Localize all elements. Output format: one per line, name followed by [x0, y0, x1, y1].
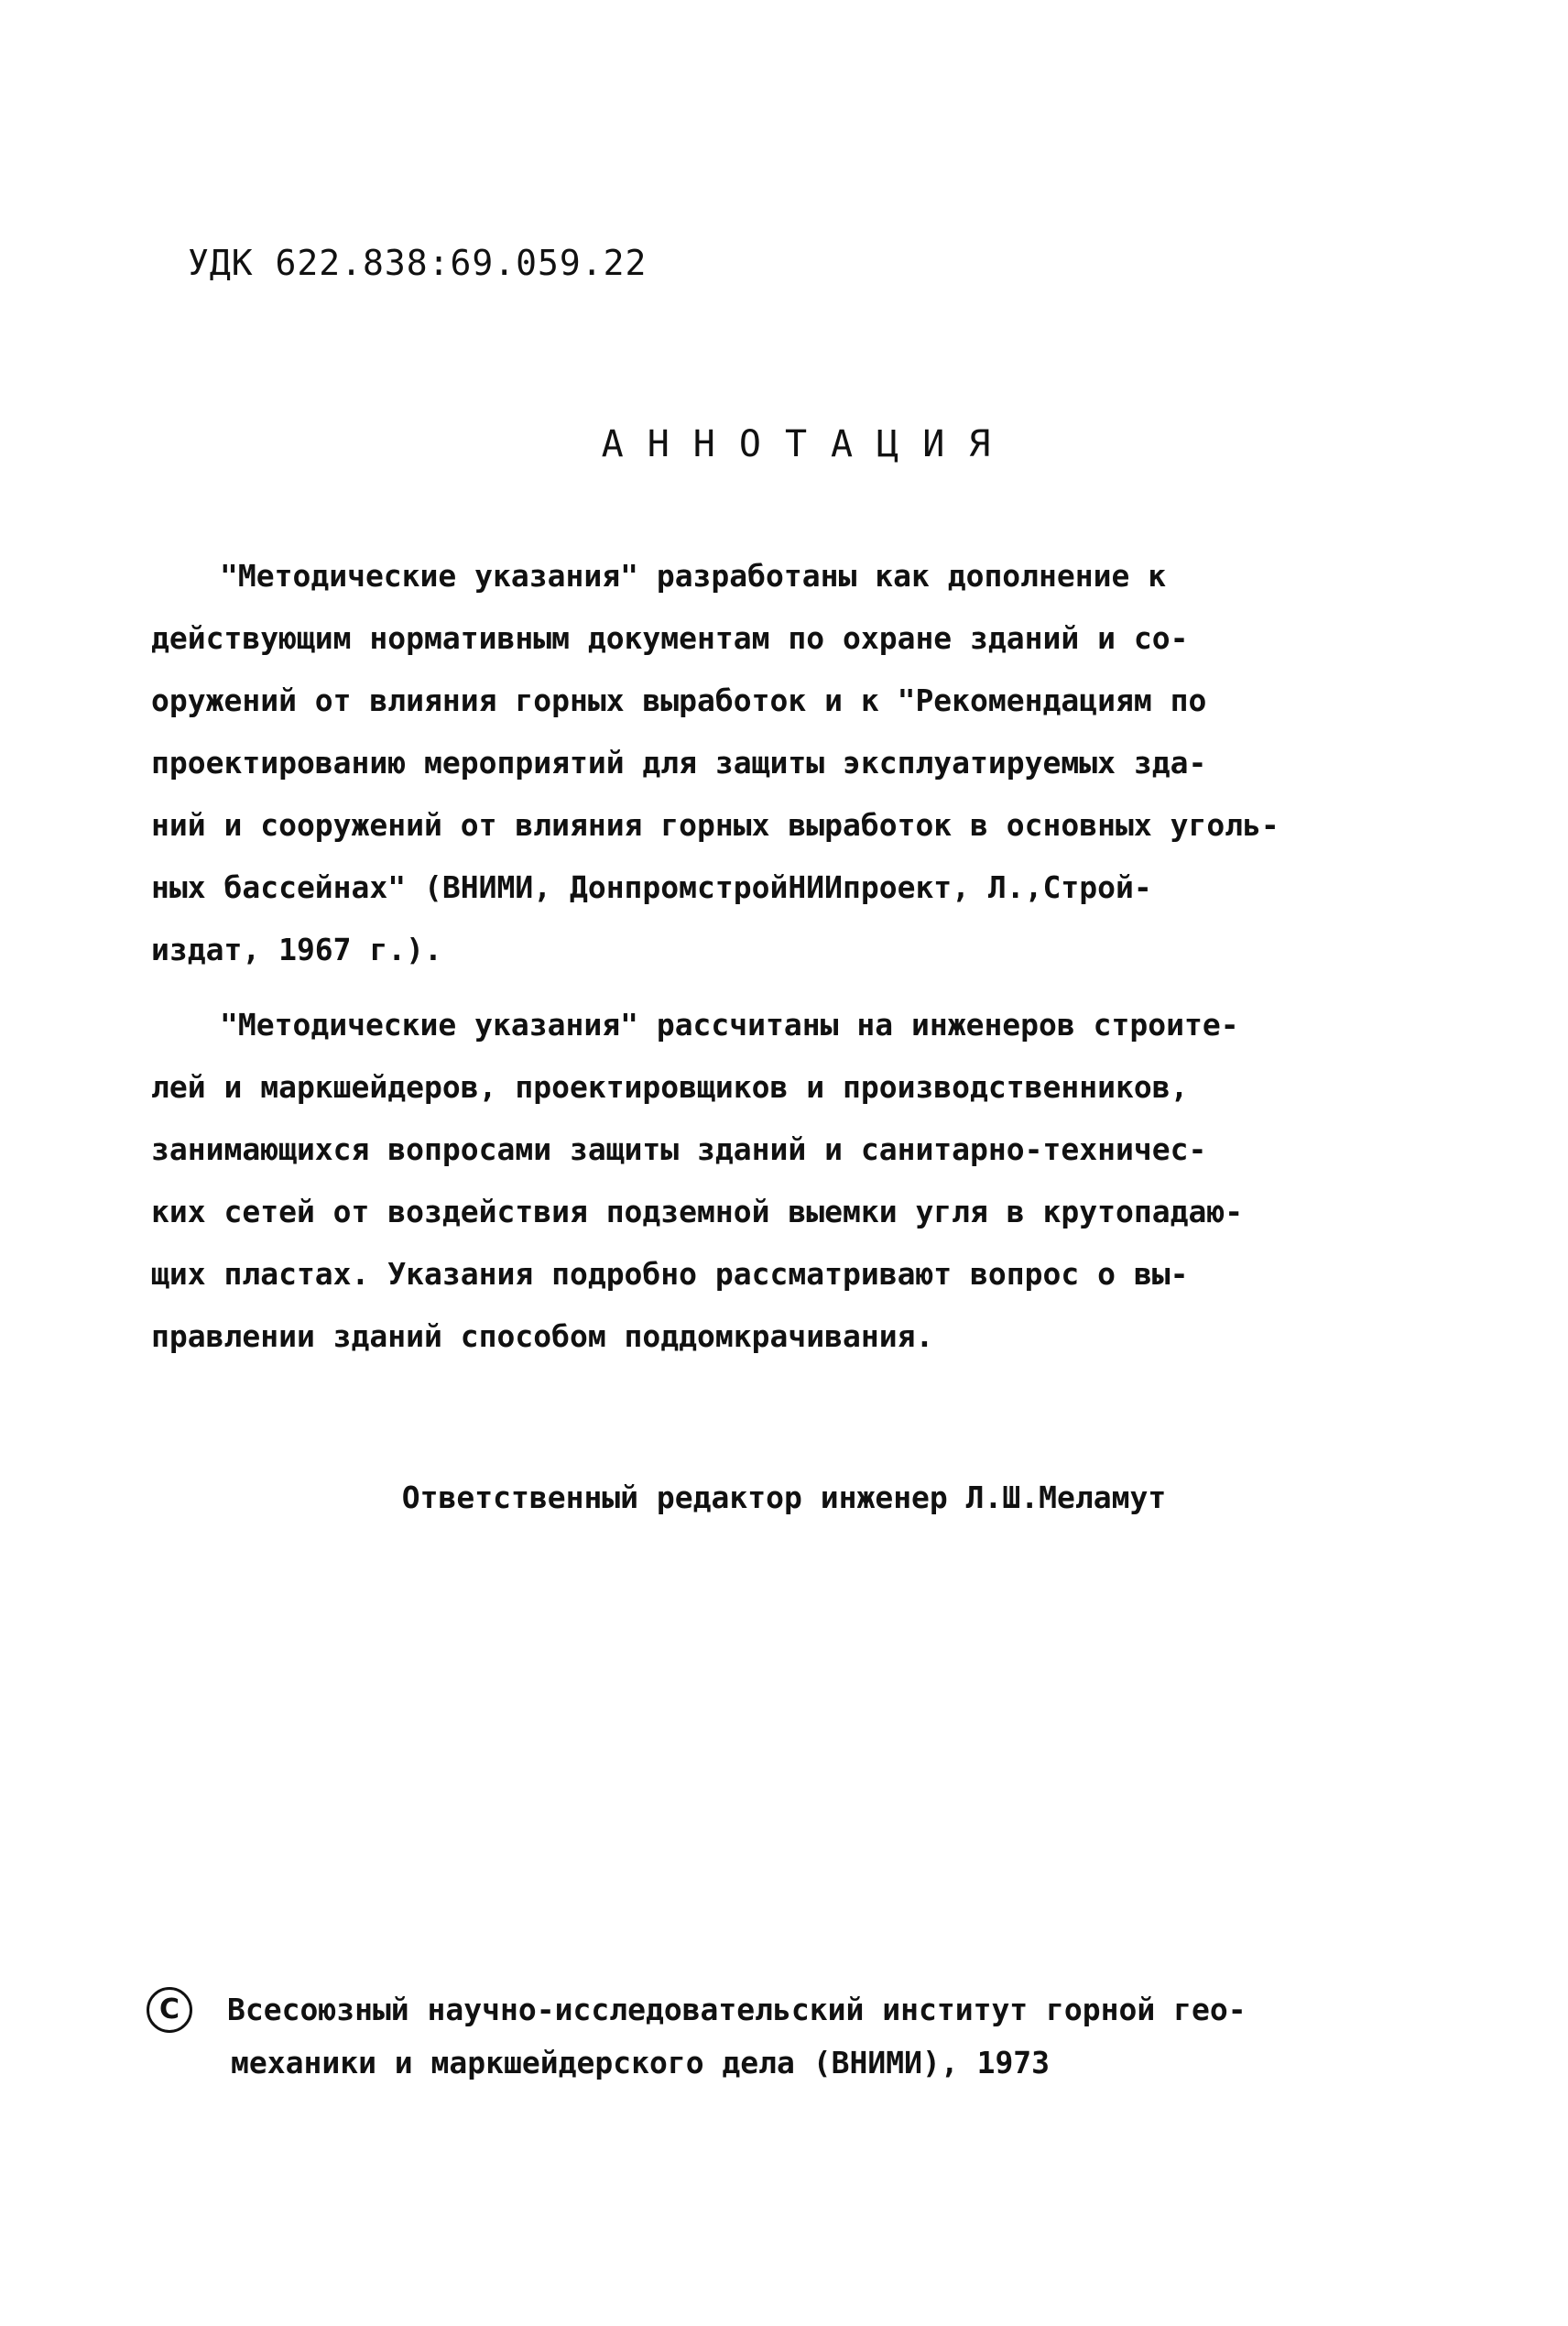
paragraph-line: ных бассейнах" (ВНИМИ, ДонпромстройНИИпроект, Л.,Строй-	[151, 869, 1152, 905]
paragraph-line: щих пластах. Указания подробно рассматривают вопрос о вы-	[151, 1256, 1189, 1292]
paragraph-line: лей и маркшейдеров, проектировщиков и производственников,	[151, 1069, 1189, 1105]
paragraph-spacer	[151, 981, 1429, 994]
responsible-editor: Ответственный редактор инженер Л.Ш.Меламут	[401, 1480, 1167, 1515]
paragraph-line: издат, 1967 г.).	[151, 932, 442, 967]
annotation-heading: АННОТАЦИЯ	[601, 423, 1015, 465]
copyright-text	[227, 1983, 1429, 2090]
annotation-body	[151, 545, 1429, 1368]
copyright-line: механики и маркшейдерского дела (ВНИМИ), 1973	[231, 2045, 1051, 2080]
paragraph-line: занимающихся вопросами защиты зданий и санитарно-техничес-	[151, 1131, 1207, 1167]
paragraph-line: правлении зданий способом поддомкрачивания.	[151, 1318, 934, 1354]
copyright-block	[147, 1983, 1429, 2090]
paragraph-line: действующим нормативным документам по охране зданий и со-	[151, 620, 1189, 656]
paragraph-line: "Методические указания" рассчитаны на инженеров строите-	[220, 1007, 1239, 1043]
copyright-icon: C	[147, 1987, 192, 2033]
paragraph-line: оружений от влияния горных выработок и к "Рекомендациям по	[151, 683, 1207, 718]
paragraph-2	[151, 994, 1429, 1368]
paragraph-line: ний и сооружений от влияния горных выработок в основных уголь-	[151, 807, 1279, 843]
paragraph-line: ких сетей от воздействия подземной выемки угля в крутопадаю-	[151, 1194, 1244, 1229]
paragraph-line: "Методические указания" разработаны как дополнение к	[220, 558, 1167, 594]
udk-code: УДК 622.838:69.059.22	[188, 243, 648, 283]
copyright-line: Всесоюзный научно-исследовательский институт горной гео-	[227, 1992, 1247, 2027]
paragraph-1	[151, 545, 1429, 981]
paragraph-line: проектированию мероприятий для защиты эксплуатируемых зда-	[151, 745, 1207, 781]
